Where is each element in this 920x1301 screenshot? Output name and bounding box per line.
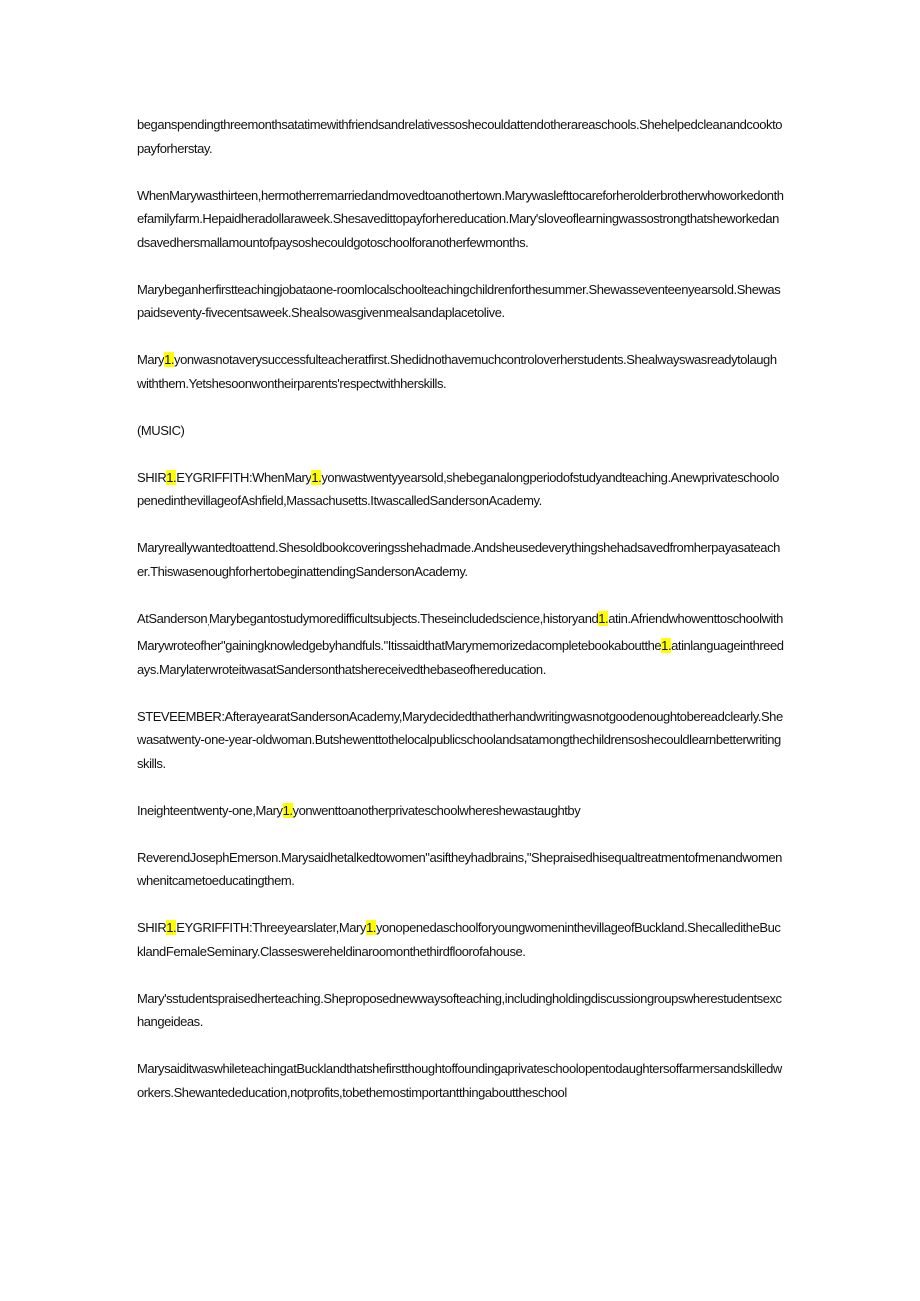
paragraph (137, 607, 785, 682)
paragraph (137, 916, 785, 963)
highlighted-text: 1. (598, 610, 609, 626)
text-run: atinlanguageinthreedays.MarylaterwroteitwasatSandersonthatshereceivedthebaseofhereducation. (137, 638, 784, 677)
text-run: MarysaiditwaswhileteachingatBucklandthatshefirstthoughtoffoundingaprivateschoolopentodaughtersoffarmersandskilledworkers.Shewantededucation,notprofits,tobethemostimportantthingabouttheschool (137, 1061, 782, 1100)
subscript-comma: , (207, 617, 209, 627)
paragraph (137, 466, 785, 513)
highlighted-text: 1. (282, 802, 293, 818)
paragraph (137, 987, 785, 1034)
text-run: yonopenedaschoolforyoungwomeninthevillageofBuckland.ShecalleditheBucklandFemaleSeminary.Classeswereheldinaroomonthethirdfloorofahouse. (137, 920, 781, 959)
text-run: STEVEEMBER:AfterayearatSandersonAcademy,Marydecidedthatherhandwritingwasnotgoodenoughtobereadclearly.Shewasatwenty-one-year-oldwoman.Butshewenttothelocalpublicschoolandsatamongthechildrensoshecouldlearnbetterwritingskills. (137, 708, 783, 771)
paragraph (137, 113, 785, 160)
paragraph (137, 348, 785, 395)
paragraph (137, 184, 785, 255)
text-run: yonwasnotaverysuccessfulteacheratfirst.Shedidnothavemuchcontroloverherstudents.Shealwayswasreadytolaughwiththem.Yetshesoonwontheirparents'respectwithherskills. (137, 352, 777, 391)
text-run: Mary'sstudentspraisedherteaching.Sheproposednewwaysofteaching,includingholdingdiscussiongroupswherestudentsexchangeideas. (137, 990, 782, 1029)
text-run: Marybeganherfirstteachingjobataone-roomlocalschoolteachingchildrenforthesummer.Shewasseventeenyearsold.Shewaspaidseventy-fivecentsaweek.Shealsowasgivenmealsandaplacetolive. (137, 281, 781, 320)
paragraph (137, 846, 785, 893)
text-run: Maryreallywantedtoattend.Shesoldbookcoveringsshehadmade.Andsheusedeverythingshehadsavedfromherpayasateacher.ThiswasenoughforhertobeginattendingSandersonAcademy. (137, 540, 780, 579)
paragraph (137, 799, 785, 823)
paragraph (137, 278, 785, 325)
text-run: ReverendJosephEmerson.Marysaidhetalkedtowomen"asiftheyhadbrains,"Shepraisedhisequaltreatmentofmenandwomenwhenitcametoeducatingthem. (137, 849, 782, 888)
text-run: yonwenttoanotherprivateschoolwhereshewastaughtby (292, 802, 581, 818)
text-run: SHIR (137, 469, 167, 485)
highlighted-text: 1. (661, 638, 672, 653)
highlighted-text: 1. (311, 469, 322, 485)
text-run: Ineighteentwenty-one,Mary (137, 802, 283, 818)
paragraph (137, 1057, 785, 1104)
text-run: AtSanderson (137, 610, 208, 626)
text-run: SHIR (137, 920, 167, 935)
highlighted-text: 1. (166, 920, 177, 935)
text-run: Mary (137, 352, 165, 367)
highlighted-text: 1. (365, 920, 376, 935)
highlighted-text: 1. (166, 469, 177, 485)
paragraph (137, 705, 785, 776)
text-run: beganspendingthreemonthsatatimewithfriendsandrelativessoshecouldattendotherareaschools.Shehelpedcleanandcooktopayforherstay. (137, 117, 783, 156)
text-run: (MUSIC) (137, 422, 185, 438)
text-run: atin.AfriendwhowenttoschoolwithMarywroteofher"gainingknowledgebyhandfuls."ItissaidthatMarymemorizedacompletebookaboutthe (137, 610, 783, 653)
paragraph (137, 419, 785, 443)
document-body (137, 113, 785, 1128)
text-run: yonwastwentyyearsold,shebeganalongperiodofstudyandteaching.AnewprivateschoolopenedinthevillageofAshfield,Massachusetts.ItwascalledSandersonAcademy. (137, 469, 779, 508)
text-run: Marybegantostudymoredifficultsubjects.Theseincludedscience,historyand (209, 610, 599, 626)
text-run: WhenMarywasthirteen,hermotherremarriedandmovedtoanothertown.Marywaslefttocareforherolderbrotherwhoworkedonthefamilyfarm.Hepaidheradollaraweek.Shesavedittopayforhereducation.Mary'sloveoflearningwassostrongthatsheworkedandsavedhersmallamountofpaysoshecouldgotoschoolforanotherfewmonths. (137, 187, 784, 250)
paragraph (137, 536, 785, 583)
highlighted-text: 1. (164, 352, 175, 367)
text-run: EYGRIFFITH:Threeyearslater,Mary (176, 920, 366, 935)
text-run: EYGRIFFITH:WhenMary (176, 469, 312, 485)
